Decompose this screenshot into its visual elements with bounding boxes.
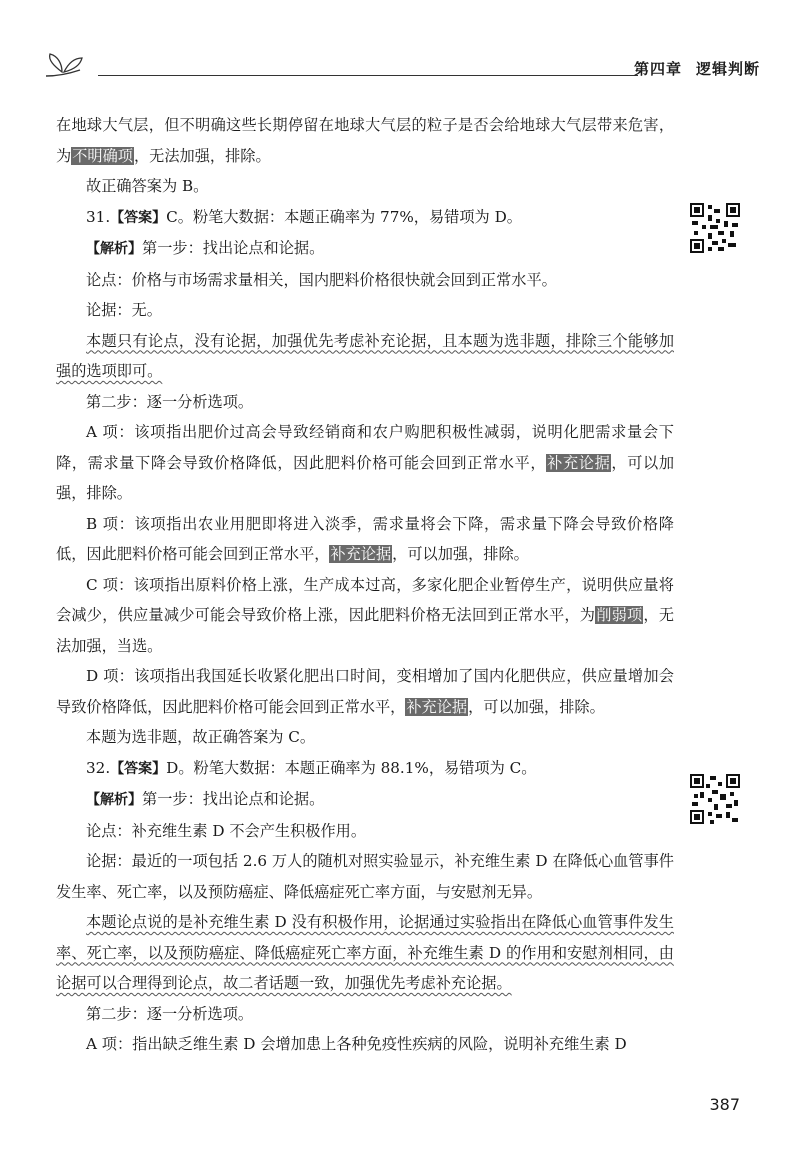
paragraph: 故正确答案为 B。 (86, 177, 209, 195)
paragraph: 论据：最近的一项包括 2.6 万人的随机对照实验显示，补充维生素 D 在降低心血管事件发生率、死亡率，以及预防癌症、降低癌症死亡率方面，与安慰剂无异。 (56, 852, 674, 901)
page-number: 387 (709, 1095, 740, 1114)
wavy-underlined-text: 本题只有论点，没有论据，加强优先考虑补充论据，且本题为选非题，排除三个能够加强的选项即可。 (56, 331, 674, 380)
answer-tag: 【答案】 (110, 209, 167, 226)
chapter-title: 逻辑判断 (695, 60, 760, 78)
chapter-heading (634, 58, 760, 79)
highlight-label: 补充论据 (406, 697, 468, 716)
chapter-number: 第四章 (633, 60, 682, 78)
paragraph (56, 907, 674, 999)
paragraph (56, 326, 674, 387)
header-rule (98, 75, 638, 76)
analysis-tag: 【解析】 (86, 792, 142, 808)
sprout-icon (40, 50, 96, 82)
question-31-answer: 31.【答案】C。粉笔大数据：本题正确率为 77%，易错项为 D。 (86, 207, 522, 226)
paragraph: 本题为选非题，故正确答案为 C。 (86, 728, 316, 746)
paragraph: 第二步：逐一分析选项。 (86, 1004, 254, 1023)
option-c: C 项：该项指出原料价格上涨，生产成本过高，多家化肥企业暂停生产，说明供应量将会减少，供应量减少可能会导致价格上涨，因此肥料价格无法回到正常水平，为削弱项，无法加强，当选。 (56, 575, 675, 655)
paragraph: 在地球大气层，但不明确这些长期停留在地球大气层的粒子是否会给地球大气层带来危害，为不明确项，无法加强，排除。 (56, 116, 674, 165)
answer-tag: 【答案】 (110, 760, 167, 777)
paragraph: 论点：补充维生素 D 不会产生积极作用。 (86, 821, 367, 840)
paragraph: 论点：价格与市场需求量相关，国内肥料价格很快就会回到正常水平。 (86, 270, 557, 289)
highlight-label: 补充论据 (547, 453, 611, 472)
question-32-analysis: 【解析】第一步：找出论点和论据。 (86, 790, 325, 808)
highlight-label: 不明确项 (72, 146, 133, 165)
option-a: A 项：该项指出肥价过高会导致经销商和农户购肥积极性减弱，说明化肥需求量会下降，需求量下降会导致价格降低，因此肥料价格可能会回到正常水平，补充论据，可以加强，排除。 (56, 423, 675, 502)
paragraph: 第二步：逐一分析选项。 (86, 392, 254, 411)
option-b: B 项：该项指出农业用肥即将进入淡季，需求量将会下降，需求量下降会导致价格降低，因此肥料价格可能会回到正常水平，补充论据，可以加强，排除。 (56, 514, 674, 563)
page-body (56, 110, 674, 1060)
option-d: D 项：该项指出我国延长收紧化肥出口时间，变相增加了国内化肥供应，供应量增加会导致价格降低，因此肥料价格可能会回到正常水平，补充论据，可以加强，排除。 (56, 667, 674, 716)
paragraph: 论据：无。 (86, 301, 162, 319)
question-32-answer: 32.【答案】D。粉笔大数据：本题正确率为 88.1%，易错项为 C。 (86, 758, 537, 777)
question-31-analysis: 【解析】第一步：找出论点和论据。 (86, 239, 325, 257)
analysis-tag: 【解析】 (86, 241, 142, 257)
qr-code-icon[interactable] (690, 203, 740, 253)
wavy-underlined-text: 本题论点说的是补充维生素 D 没有积极作用，论据通过实验指出在降低心血管事件发生率、死亡率，以及预防癌症、降低癌症死亡率方面，补充维生素 D 的作用和安慰剂相同，由论据可以合理得到论点，故二者话题一致，加强优先考虑补充论据。 (56, 913, 674, 992)
page-header (40, 50, 760, 90)
qr-code-icon[interactable] (690, 774, 740, 824)
option-a: A 项：指出缺乏维生素 D 会增加患上各种免疫性疾病的风险，说明补充维生素 D (86, 1035, 627, 1053)
highlight-label: 补充论据 (330, 545, 392, 563)
highlight-label: 削弱项 (596, 606, 643, 624)
